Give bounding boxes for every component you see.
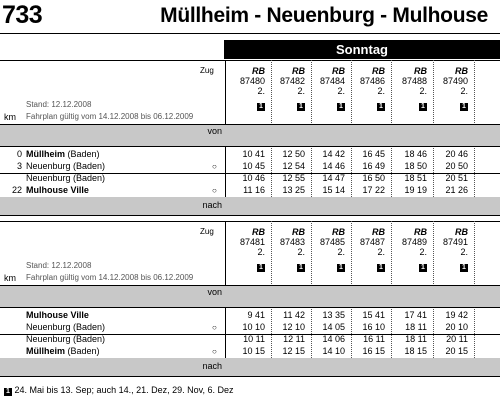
- departure-time: 16 10: [362, 322, 385, 332]
- row-rule: [0, 215, 500, 216]
- departure-time: 10 41: [242, 149, 265, 159]
- train-category: RB: [332, 66, 345, 76]
- train-note: [265, 100, 305, 111]
- train-number: 87481: [239, 237, 265, 247]
- train-header: [265, 66, 305, 111]
- train-category: RB: [292, 227, 305, 237]
- stop-name-suffix: (Baden): [65, 149, 100, 159]
- train-category: RB: [252, 66, 265, 76]
- train-header: [345, 66, 385, 111]
- route-title: Müllheim - Neuenburg - Mulhouse: [160, 4, 488, 27]
- departure-time: 19 19: [404, 185, 427, 195]
- stop-name-main: Mulhouse Ville: [26, 185, 89, 195]
- departure-time: 14 42: [322, 149, 345, 159]
- stop-name-suffix: Neuenburg (Baden): [26, 322, 106, 332]
- stop-name: [26, 173, 105, 184]
- day-header: Sonntag: [224, 40, 500, 59]
- footnote: [4, 385, 233, 396]
- train-class: 2.: [460, 86, 468, 96]
- train-category: RB: [252, 227, 265, 237]
- note-badge: 1: [419, 103, 427, 111]
- departure-time: 16 11: [363, 334, 385, 344]
- departure-time: 12 11: [283, 334, 305, 344]
- train-category: RB: [414, 66, 427, 76]
- train-category: RB: [332, 227, 345, 237]
- train-class: 2.: [297, 86, 305, 96]
- train-note: [265, 261, 305, 272]
- train-note: [345, 100, 385, 111]
- departure-time: 19 42: [445, 310, 468, 320]
- train-number: 87485: [319, 237, 345, 247]
- stop-name: [26, 149, 100, 160]
- train-number: 87483: [279, 237, 305, 247]
- timetable-section: [0, 60, 500, 215]
- departure-time: 14 05: [322, 322, 345, 332]
- train-header: [225, 66, 265, 111]
- train-header: [428, 66, 468, 111]
- departure-time: 20 11: [446, 334, 468, 344]
- departure-time: 20 50: [445, 161, 468, 171]
- stop-name-suffix: Neuenburg (Baden): [26, 334, 106, 344]
- departure-time: 20 46: [445, 149, 468, 159]
- nach-label: nach: [202, 200, 222, 210]
- stop-name-suffix: (Baden): [65, 346, 100, 356]
- train-note: [225, 100, 265, 111]
- note-badge: 1: [377, 264, 385, 272]
- timetable-section: [0, 221, 500, 376]
- train-number: 87488: [401, 76, 427, 86]
- departure-time: 18 46: [404, 149, 427, 159]
- stop-name-main: Müllheim: [26, 346, 66, 356]
- train-header: [345, 227, 385, 272]
- departure-time: 21 26: [445, 185, 468, 195]
- nach-label: nach: [202, 361, 222, 371]
- note-badge: 1: [460, 264, 468, 272]
- departure-time: 12 10: [282, 322, 305, 332]
- train-category: RB: [455, 66, 468, 76]
- train-class: 2.: [297, 247, 305, 257]
- km-label: km: [4, 112, 16, 122]
- footnote-badge: 1: [4, 388, 12, 396]
- departure-time: 16 45: [362, 149, 385, 159]
- train-number: 87486: [359, 76, 385, 86]
- note-badge: 1: [337, 103, 345, 111]
- departure-time: 20 10: [445, 322, 468, 332]
- note-badge: 1: [337, 264, 345, 272]
- stop-name: [26, 346, 100, 357]
- departure-time: 10 11: [243, 334, 265, 344]
- arrival-marker: ○: [212, 323, 217, 332]
- stop-name: [26, 334, 105, 345]
- train-category: RB: [372, 66, 385, 76]
- note-badge: 1: [297, 264, 305, 272]
- stop-name-main: Müllheim: [26, 149, 66, 159]
- von-band: [0, 285, 500, 307]
- departure-time: 18 11: [405, 334, 427, 344]
- header-rule: [0, 33, 500, 34]
- stop-km: 22: [11, 185, 22, 195]
- departure-time: 10 15: [242, 346, 265, 356]
- departure-time: 15 14: [322, 185, 345, 195]
- train-header: [387, 66, 427, 111]
- nach-band: [0, 197, 500, 215]
- departure-time: 12 54: [282, 161, 305, 171]
- train-class: 2.: [337, 86, 345, 96]
- departure-time: 16 49: [362, 161, 385, 171]
- departure-time: 12 15: [282, 346, 305, 356]
- train-class: 2.: [419, 247, 427, 257]
- train-header: [305, 66, 345, 111]
- departure-time: 12 55: [282, 173, 305, 183]
- departure-time: 9 41: [247, 310, 265, 320]
- row-rule: [0, 376, 500, 377]
- train-note: [305, 100, 345, 111]
- departure-time: 11 16: [243, 185, 265, 195]
- train-number: 87482: [279, 76, 305, 86]
- departure-time: 13 35: [322, 310, 345, 320]
- train-number: 87490: [442, 76, 468, 86]
- departure-time: 10 45: [242, 161, 265, 171]
- train-category: RB: [292, 66, 305, 76]
- departure-time: 14 10: [322, 346, 345, 356]
- note-badge: 1: [297, 103, 305, 111]
- note-badge: 1: [257, 264, 265, 272]
- nach-band: [0, 358, 500, 376]
- departure-time: 11 42: [283, 310, 305, 320]
- stop-km: 3: [16, 161, 22, 171]
- train-header: [265, 227, 305, 272]
- departure-time: 17 41: [404, 310, 427, 320]
- departure-time: 17 22: [362, 185, 385, 195]
- arrival-marker: ○: [212, 186, 217, 195]
- train-class: 2.: [337, 247, 345, 257]
- train-note: [225, 261, 265, 272]
- train-number: 87487: [359, 237, 385, 247]
- note-badge: 1: [377, 103, 385, 111]
- departure-time: 20 51: [445, 173, 468, 183]
- arrival-marker: ○: [212, 347, 217, 356]
- departure-time: 16 15: [362, 346, 385, 356]
- departure-time: 18 11: [405, 322, 427, 332]
- stop-km: 0: [16, 149, 22, 159]
- stop-name: [26, 185, 89, 196]
- note-badge: 1: [257, 103, 265, 111]
- train-class: 2.: [419, 86, 427, 96]
- departure-time: 14 47: [322, 173, 345, 183]
- train-number: 87491: [442, 237, 468, 247]
- validity-label: Fahrplan gültig vom 14.12.2008 bis 06.12.2009: [26, 112, 194, 121]
- train-note: [428, 100, 468, 111]
- km-label: km: [4, 273, 16, 283]
- train-note: [345, 261, 385, 272]
- train-class: 2.: [257, 247, 265, 257]
- stop-name: [26, 310, 89, 321]
- train-note: [387, 261, 427, 272]
- stop-name-suffix: Neuenburg (Baden): [26, 161, 106, 171]
- stand-label: Stand: 12.12.2008: [26, 261, 92, 270]
- row-rule: [0, 285, 500, 286]
- section-top-rule: [0, 221, 500, 222]
- departure-time: 10 46: [242, 173, 265, 183]
- stop-name-main: Mulhouse Ville: [26, 310, 89, 320]
- train-note: [428, 261, 468, 272]
- train-category: RB: [372, 227, 385, 237]
- stand-label: Stand: 12.12.2008: [26, 100, 92, 109]
- zug-label: Zug: [200, 227, 214, 236]
- stop-name: [26, 161, 105, 172]
- train-class: 2.: [377, 247, 385, 257]
- departure-time: 14 06: [322, 334, 345, 344]
- departure-time: 12 50: [282, 149, 305, 159]
- arrival-marker: ○: [212, 162, 217, 171]
- train-class: 2.: [377, 86, 385, 96]
- note-badge: 1: [419, 264, 427, 272]
- row-rule: [0, 124, 500, 125]
- train-header: [305, 227, 345, 272]
- train-header: [387, 227, 427, 272]
- departure-time: 18 15: [404, 346, 427, 356]
- zug-label: Zug: [200, 66, 214, 75]
- departure-time: 10 10: [242, 322, 265, 332]
- row-rule: [0, 146, 500, 147]
- departure-time: 14 46: [322, 161, 345, 171]
- departure-time: 13 25: [282, 185, 305, 195]
- train-header: [428, 227, 468, 272]
- departure-time: 18 51: [404, 173, 427, 183]
- validity-label: Fahrplan gültig vom 14.12.2008 bis 06.12.2009: [26, 273, 194, 282]
- train-note: [305, 261, 345, 272]
- departure-time: 16 50: [362, 173, 385, 183]
- stop-name: [26, 322, 105, 333]
- train-category: RB: [455, 227, 468, 237]
- von-band: [0, 124, 500, 146]
- section-top-rule: [0, 60, 500, 61]
- train-number: 87484: [319, 76, 345, 86]
- train-class: 2.: [257, 86, 265, 96]
- train-header: [225, 227, 265, 272]
- route-number: 733: [2, 1, 43, 29]
- footnote-text: 24. Mai bis 13. Sep; auch 14., 21. Dez, 29. Nov, 6. Dez: [14, 385, 234, 395]
- row-rule: [0, 307, 500, 308]
- stop-name-suffix: Neuenburg (Baden): [26, 173, 106, 183]
- note-badge: 1: [460, 103, 468, 111]
- departure-time: 18 50: [404, 161, 427, 171]
- train-number: 87480: [239, 76, 265, 86]
- departure-time: 20 15: [445, 346, 468, 356]
- departure-time: 15 41: [362, 310, 385, 320]
- train-note: [387, 100, 427, 111]
- train-category: RB: [414, 227, 427, 237]
- train-class: 2.: [460, 247, 468, 257]
- train-number: 87489: [401, 237, 427, 247]
- von-label: von: [207, 126, 222, 136]
- von-label: von: [207, 287, 222, 297]
